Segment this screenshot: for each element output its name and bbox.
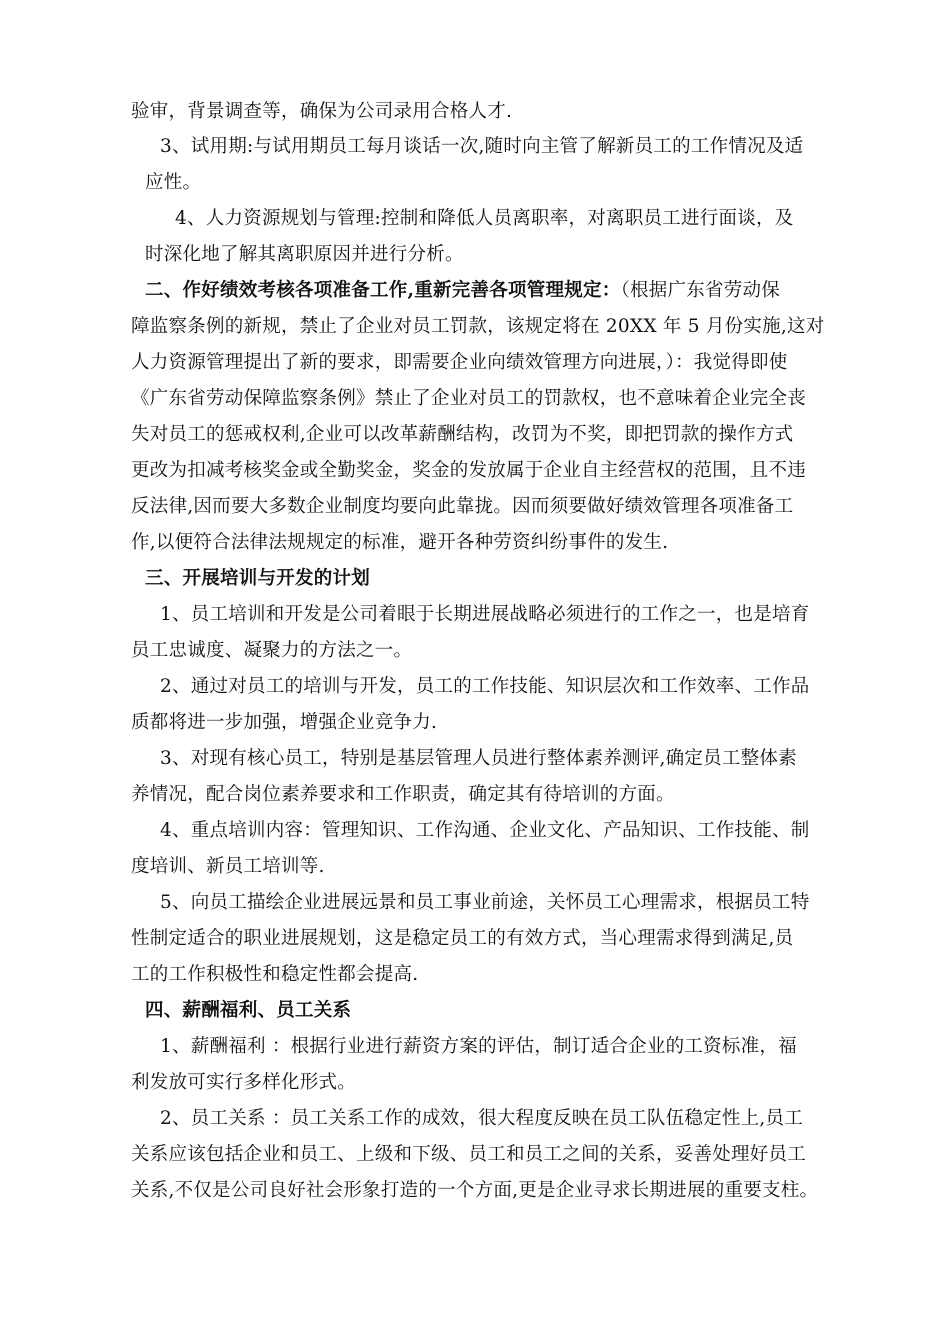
hr-planning-line-2: 时深化地了解其离职原因并进行分析。 [145, 244, 464, 265]
section-2-line-7: 反法律,因而要大多数企业制度均要向此靠拢。因而须要做好绩效管理各项准备工 [131, 496, 794, 517]
section-4-item-2-line-2: 关系应该包括企业和员工、上级和下级、员工和员工之间的关系，妥善处理好员工 [131, 1144, 807, 1165]
recruitment-tail-line: 验审，背景调查等，确保为公司录用合格人才. [131, 101, 513, 122]
hr-planning-line-1: 4、人力资源规划与管理:控制和降低人员离职率，对离职员工进行面谈，及 [175, 208, 794, 229]
probation-line-2: 应性。 [145, 172, 202, 193]
probation-line-1: 3、试用期:与试用期员工每月谈话一次,随时向主管了解新员工的工作情况及适 [160, 136, 804, 157]
section-3-item-1-line-1: 1、员工培训和开发是公司着眼于长期进展战略必须进行的工作之一，也是培育 [160, 604, 810, 625]
section-3-item-2-line-2: 质都将进一步加强，增强企业竞争力. [131, 712, 438, 733]
section-2-line-8: 作,以便符合法律法规规定的标准，避开各种劳资纠纷事件的发生. [131, 532, 669, 553]
section-3-item-3-line-2: 养情况，配合岗位素养要求和工作职责，确定其有待培训的方面。 [131, 784, 675, 805]
section-3-item-1-line-2: 员工忠诚度、凝聚力的方法之一。 [131, 640, 413, 661]
section-3-item-3-line-1: 3、对现有核心员工，特别是基层管理人员进行整体素养测评,确定员工整体素 [160, 748, 797, 769]
section-3-item-2-line-1: 2、通过对员工的培训与开发，员工的工作技能、知识层次和工作效率、工作品 [160, 676, 810, 697]
section-3-item-5-line-3: 工的工作积极性和稳定性都会提高. [131, 964, 419, 985]
section-2-line-3: 人力资源管理提出了新的要求，即需要企业向绩效管理方向进展，）：我觉得即使 [131, 352, 788, 373]
section-3-heading: 三、开展培训与开发的计划 [145, 568, 371, 589]
section-3-item-5-line-1: 5、向员工描绘企业进展远景和员工事业前途，关怀员工心理需求，根据员工特 [160, 892, 810, 913]
section-2-line-6: 更改为扣减考核奖金或全勤奖金，奖金的发放属于企业自主经营权的范围，且不违 [131, 460, 807, 481]
section-2-line-1: （根据广东省劳动保 [620, 280, 780, 301]
section-4-heading: 四、薪酬福利、员工关系 [145, 1000, 352, 1021]
section-2-first-line [145, 279, 780, 303]
section-2-line-5: 失对员工的惩戒权利,企业可以改革薪酬结构，改罚为不奖，即把罚款的操作方式 [131, 424, 794, 445]
section-4-item-1-line-1: 1、薪酬福利 ：根据行业进行薪资方案的评估，制订适合企业的工资标准，福 [160, 1036, 797, 1057]
section-2-line-4: 《广东省劳动保障监察条例》禁止了企业对员工的罚款权，也不意味着企业完全丧 [131, 388, 807, 409]
section-2-line-2: 障监察条例的新规，禁止了企业对员工罚款，该规定将在 20XX 年 5 月份实施,这对 [131, 316, 825, 337]
section-4-item-2-line-3: 关系,不仅是公司良好社会形象打造的一个方面,更是企业寻求长期进展的重要支柱。 [131, 1180, 819, 1201]
section-3-item-4-line-2: 度培训、新员工培训等. [131, 856, 325, 877]
section-3-item-4-line-1: 4、重点培训内容：管理知识、工作沟通、企业文化、产品知识、工作技能、制 [160, 820, 810, 841]
section-2-heading: 二、作好绩效考核各项准备工作,重新完善各项管理规定： [145, 280, 621, 301]
section-3-item-5-line-2: 性制定适合的职业进展规划，这是稳定员工的有效方式，当心理需求得到满足,员 [131, 928, 794, 949]
section-4-item-2-line-1: 2、员工关系 ：员工关系工作的成效，很大程度反映在员工队伍稳定性上,员工 [160, 1108, 804, 1129]
section-4-item-1-line-2: 利发放可实行多样化形式。 [131, 1072, 357, 1093]
